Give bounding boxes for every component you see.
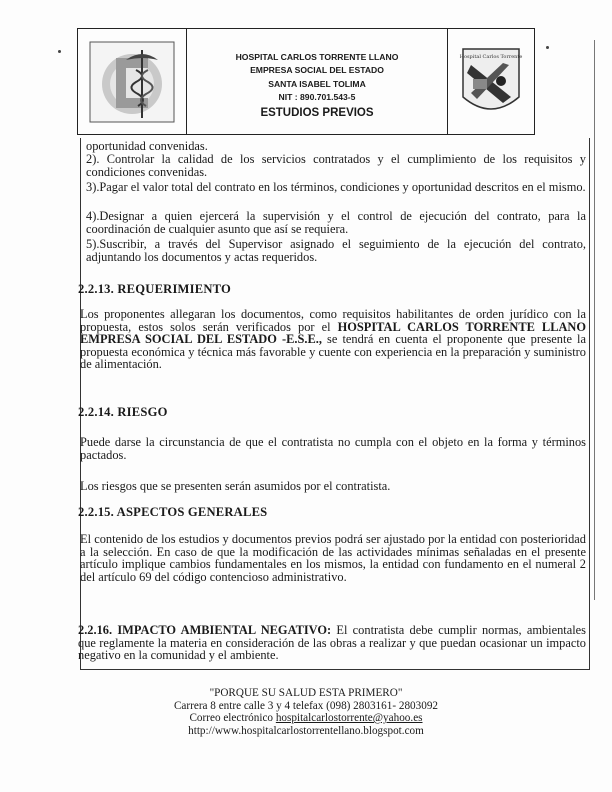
footer-address: Carrera 8 entre calle 3 y 4 telefax (098) 2803161- 2803092 (173, 699, 439, 712)
scan-speck (58, 50, 61, 53)
document-title: ESTUDIOS PREVIOS (260, 106, 374, 119)
riesgo-paragraph-1: Puede darse la circunstancia de que el contratista no cumpla con el objeto en la forma y términos pactados. (80, 435, 586, 462)
obligation-item-4: 4).Designar a quien ejercerá la supervisión y el control de ejecución del contrato, para la coordinación de cualquier asunto que así se requiera. (86, 209, 586, 236)
requerimiento-paragraph (80, 308, 586, 371)
footer-email-link[interactable]: hospitalcarlostorrente@yahoo.es (275, 712, 423, 724)
requerimiento-text-end: se tendrá en cuenta el proponente que presente la propuesta económica y técnica más favorable y cuente con experiencia en la preparación y suministro de alimentación. (80, 332, 586, 371)
header-titles (187, 29, 447, 134)
footer-slogan: "PORQUE SU SALUD ESTA PRIMERO" (209, 687, 403, 699)
heading-requerimiento: 2.2.13. REQUERIMIENTO (78, 282, 232, 296)
scan-speck (546, 46, 549, 49)
scan-margin-line (594, 40, 595, 600)
footer-website[interactable]: http://www.hospitalcarlostorrentellano.blogspot.com (188, 724, 424, 737)
footer-email-line (0, 712, 612, 725)
nit-number: NIT : 890.701.543-5 (278, 92, 356, 103)
impacto-text: El contratista debe cumplir normas, ambientales que reglamente la materia en consideración de las obras a realizar y que puedan ocasionar un impacto negativo en la comunidad y el ambiente. (78, 623, 586, 662)
hospital-caduceus-logo (78, 29, 187, 134)
hospital-seal-logo (447, 29, 534, 134)
impacto-paragraph (78, 624, 586, 662)
heading-aspectos-generales: 2.2.15. ASPECTOS GENERALES (78, 505, 268, 519)
document-footer (0, 687, 612, 737)
riesgo-paragraph-2: Los riesgos que se presenten serán asumidos por el contratista. (80, 479, 391, 493)
hospital-name: HOSPITAL CARLOS TORRENTE LLANO (235, 51, 399, 62)
heading-riesgo: 2.2.14. RIESGO (78, 405, 168, 419)
seal-logo-icon (455, 41, 527, 123)
svg-text:Hospital Carlos Torrente: Hospital Carlos Torrente (459, 53, 523, 60)
caduceus-logo-icon (86, 38, 178, 126)
footer-email-label: Correo electrónico (189, 712, 276, 724)
obligation-item-5: 5).Suscribir, a través del Supervisor asignado el seguimiento de la ejecución del contrato, adjuntando los documentos y actas requeridos. (86, 237, 586, 264)
heading-impacto-ambiental: 2.2.16. IMPACTO AMBIENTAL NEGATIVO: (78, 623, 332, 637)
aspectos-paragraph: El contenido de los estudios y documentos previos podrá ser ajustado por la entidad con posterioridad a la selección. En caso de que la modificación de las actividades mínimas señaladas en el presente artículo implique cambios fundamentales en los mismos, la entidad con fundamento en el numeral 2 del artículo 69 del código contencioso administrativo. (80, 532, 586, 584)
obligation-item-2: 2). Controlar la calidad de los servicios contratados y el cumplimiento de los requisitos y condiciones convenidas. (86, 152, 586, 179)
requerimiento-hospital-name: HOSPITAL CARLOS TORRENTE LLANO EMPRESA SOCIAL DEL ESTADO -E.S.E., (80, 319, 586, 346)
requerimiento-text-start: Los proponentes allegaran los documentos, como requisitos habilitantes de orden jurídico con la propuesta, estos solos serán verificados por el (80, 307, 586, 334)
entity-type: EMPRESA SOCIAL DEL ESTADO (250, 65, 384, 76)
location: SANTA ISABEL TOLIMA (268, 78, 366, 89)
obligation-item-3: 3).Pagar el valor total del contrato en los términos, condiciones y oportunidad descritos en el mismo. (86, 180, 586, 194)
obligation-line-continued: oportunidad convenidas. (86, 139, 208, 153)
document-header (77, 28, 535, 135)
